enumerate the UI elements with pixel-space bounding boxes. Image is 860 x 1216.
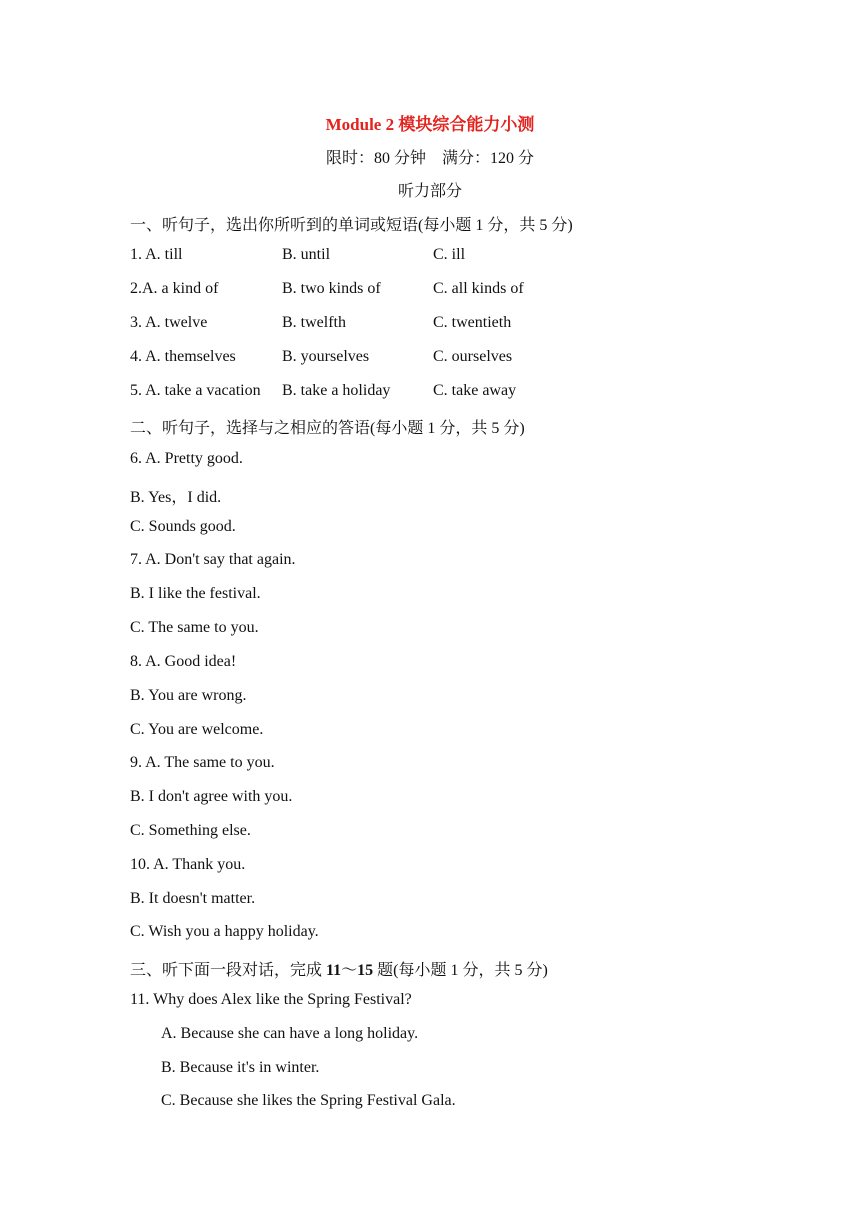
option-b: B. take a holiday: [282, 382, 391, 399]
question-row: [130, 280, 730, 302]
option-c: C. twentieth: [433, 314, 512, 331]
option-b: B. yourselves: [282, 348, 370, 365]
option-c: C. ill: [433, 246, 466, 263]
answer-line: B. I don't agree with you.: [130, 788, 293, 805]
answer-line: B. Yes，I did.: [130, 489, 222, 506]
answer-line: 9. A. The same to you.: [130, 754, 275, 771]
option-a: 1. A. till: [130, 246, 183, 263]
option-b: B. until: [282, 246, 331, 263]
answer-line: C. Wish you a happy holiday.: [130, 923, 319, 940]
question-row: [130, 382, 730, 404]
choice-line: C. Because she likes the Spring Festival Gala.: [161, 1092, 456, 1109]
question-row: [130, 246, 730, 268]
section3-heading-post: 题(每小题 1 分，共 5 分): [373, 962, 548, 979]
section2-heading: 二、听句子，选择与之相应的答语(每小题 1 分，共 5 分): [130, 420, 525, 437]
answer-line: B. You are wrong.: [130, 687, 247, 704]
option-b: B. twelfth: [282, 314, 346, 331]
section1-heading: 一、听句子，选出你所听到的单词或短语(每小题 1 分，共 5 分): [130, 217, 573, 234]
answer-line: C. Something else.: [130, 822, 251, 839]
option-a: 4. A. themselves: [130, 348, 236, 365]
listening-part-heading: 听力部分: [397, 183, 462, 200]
choice-line: B. Because it's in winter.: [161, 1059, 320, 1076]
option-a: 3. A. twelve: [130, 314, 208, 331]
option-a: 2.A. a kind of: [130, 280, 219, 297]
section3-range-start: 11: [326, 962, 342, 979]
answer-line: 7. A. Don't say that again.: [130, 551, 296, 568]
section3-heading: [130, 957, 548, 980]
answer-line: C. Sounds good.: [130, 518, 236, 535]
section3-range-sep: ～: [341, 962, 358, 979]
answer-line: B. I like the festival.: [130, 585, 261, 602]
question-text: 11. Why does Alex like the Spring Festival?: [130, 991, 412, 1008]
option-c: C. all kinds of: [433, 280, 524, 297]
answer-line: 10. A. Thank you.: [130, 856, 246, 873]
option-c: C. ourselves: [433, 348, 513, 365]
section3-heading-pre: 三、听下面一段对话，完成: [130, 962, 327, 979]
option-b: B. two kinds of: [282, 280, 381, 297]
answer-line: C. The same to you.: [130, 619, 259, 636]
answer-line: C. You are welcome.: [130, 721, 264, 738]
choice-line: A. Because she can have a long holiday.: [161, 1025, 419, 1042]
section3-range-end: 15: [357, 962, 374, 979]
option-a: 5. A. take a vacation: [130, 382, 261, 399]
question-row: [130, 348, 730, 370]
answer-line: 8. A. Good idea!: [130, 653, 237, 670]
answer-line: 6. A. Pretty good.: [130, 450, 243, 467]
option-c: C. take away: [433, 382, 517, 399]
question-row: [130, 314, 730, 336]
time-score-info: 限时：80 分钟 满分：120 分: [325, 150, 534, 167]
page-title: Module 2 模块综合能力小测: [325, 115, 535, 134]
answer-line: B. It doesn't matter.: [130, 890, 256, 907]
